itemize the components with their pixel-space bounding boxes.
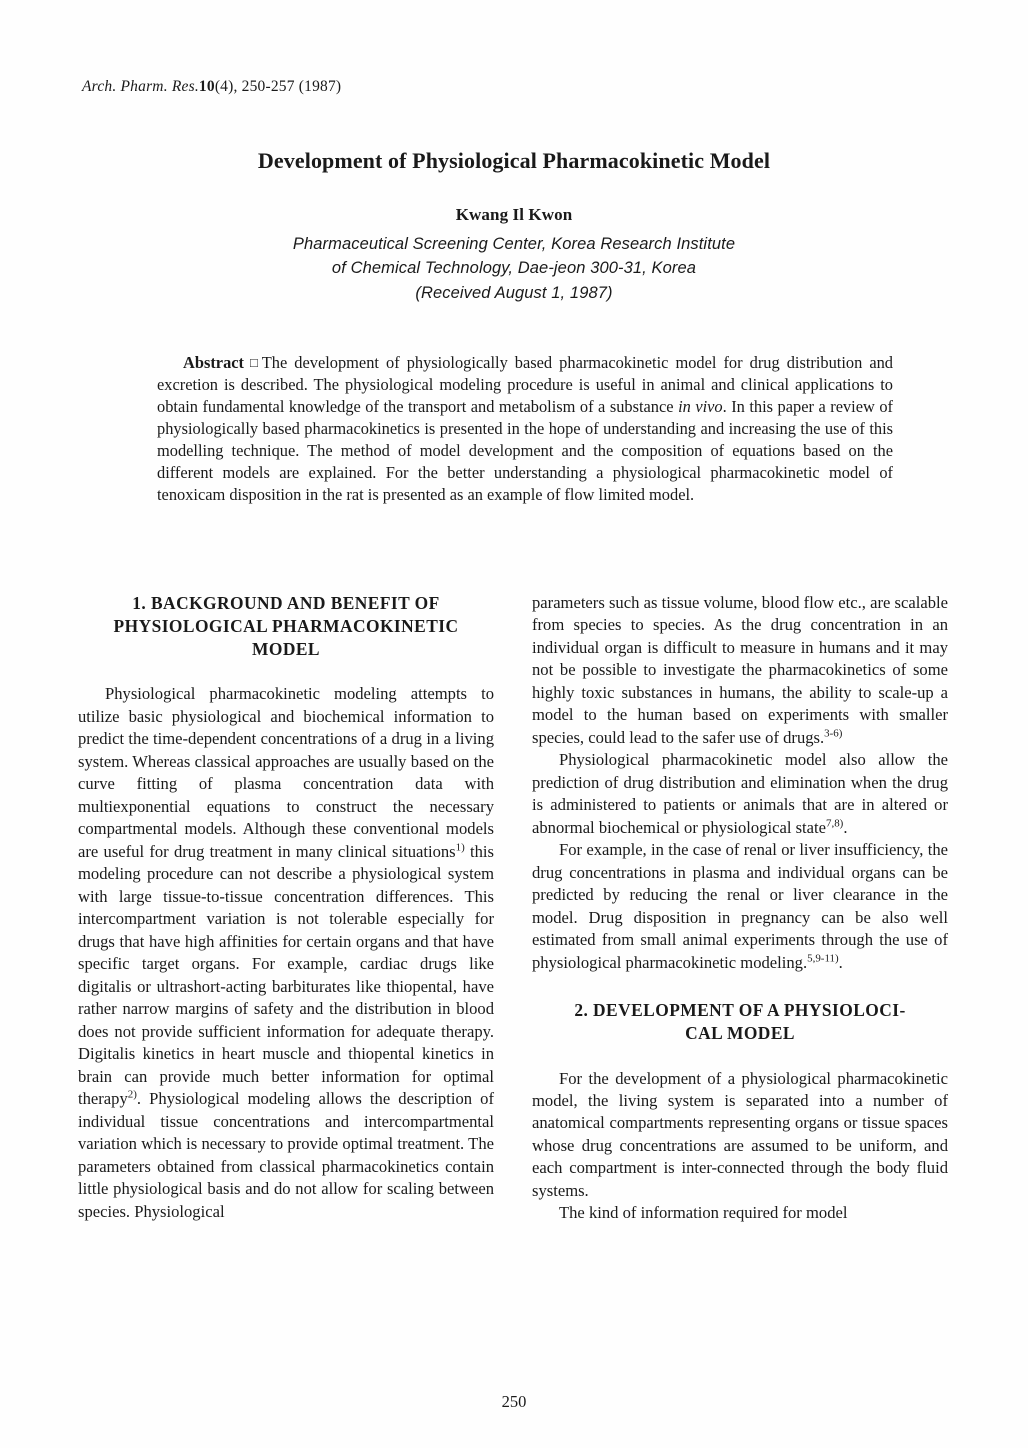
paragraph-text-segment: parameters such as tissue volume, blood flow etc., are scalable from species to species. As the drug concentration in an individual organ is difficult to measure in humans and it may not be possible to investigate the pharmacokinetics of some highly toxic substances in humans, the ability to scale-up a model to the human based on experiments with smaller species, could lead to the safer use of drugs. <box>532 593 948 747</box>
reference-marker-2: 2) <box>127 1088 137 1101</box>
running-head <box>82 78 341 96</box>
paragraph-text-segment: Physiological pharmacokinetic modeling attempts to utilize basic physiological and biochemical information to predict the time-dependent concentrations of a drug in a living system. Whereas classical approaches are usually based on the curve fitting of plasma concentration data with multiexponential equations to construct the necessary compartmental models. Although these conventional models are useful for drug treatment in many clinical situations <box>78 684 494 861</box>
issue-pages-year: (4), 250-257 (1987) <box>214 78 342 95</box>
abstract-text-part-2: . In this paper a review of physiologically based pharmacokinetics is presented in the hope of understanding and increasing the use of this modelling technique. The method of model development and the composition of equations based on the different models are explained. For the better understanding a physiological pharmacokinetic model of tenoxicam disposition in the rat is presented as an example of flow limited model. <box>157 397 893 505</box>
section-1-heading-line-2: PHYSIOLOGICAL PHARMACOKINETIC <box>113 616 459 637</box>
affiliation-line-2: of Chemical Technology, Dae-jeon 300-31, Korea <box>331 259 697 278</box>
right-column-paragraph-1 <box>532 592 948 749</box>
received-date: (Received August 1, 1987) <box>415 283 613 302</box>
reference-marker-3: 3-6) <box>824 727 843 740</box>
paragraph-text-segment: . <box>843 817 848 837</box>
right-column-paragraph-4: For the development of a physiological pharmacokinetic model, the living system is separated into a number of anatomical compartments representing organs or tissue spaces whose drug concentrations are assumed to be uniform, and each compartment is inter-connected through the body fluid systems. <box>532 1068 948 1200</box>
page-number: 250 <box>501 1392 527 1411</box>
section-2-heading <box>532 999 948 1045</box>
reference-marker-4: 7,8) <box>826 817 844 830</box>
left-column <box>78 592 494 1223</box>
section-2-heading-line-2: CAL MODEL <box>685 1023 795 1044</box>
section-2-heading-line-1: 2. DEVELOPMENT OF A PHYSIOLOCI- <box>574 1000 906 1021</box>
section-1-heading-line-1: 1. BACKGROUND AND BENEFIT OF <box>132 593 440 613</box>
abstract-italic-term: in vivo <box>678 397 723 417</box>
paragraph-text-segment: Physiological pharmacokinetic model also allow the prediction of drug distribution and elimination when the drug is administered to patients or animals that are in altered or abnormal biochemical or physiological state <box>532 750 948 837</box>
journal-name: Arch. Pharm. Res. <box>82 78 199 95</box>
volume-number: 10 <box>198 78 215 95</box>
author-name: Kwang Il Kwon <box>455 205 573 225</box>
paragraph-text-segment: . <box>838 952 843 972</box>
left-column-paragraph-1 <box>78 683 494 1223</box>
section-1-heading-line-3: MODEL <box>252 639 320 660</box>
right-column-paragraph-5: The kind of information required for model <box>559 1203 848 1223</box>
abstract-label: Abstract <box>183 353 244 372</box>
reference-marker-1: 1) <box>455 841 465 854</box>
page-title: Development of Physiological Pharmacokinetic Model <box>257 148 771 173</box>
abstract-block <box>157 352 893 506</box>
paragraph-text-segment: this modeling procedure can not describe a physiological system with large tissue-to-tissue concentration differences. This intercompartment variation is not tolerable especially for drugs that have high affinities for certain organs and that have specific target organs. For example, cardiac drugs like digitalis or ultrashort-acting barbiturates like thiopental, have rather narrow margins of safety and the distribution in blood does not provide sufficient information for adequate therapy. Digitalis kinetics in heart muscle and thiopental kinetics in brain can provide much better information for optimal therapy <box>78 841 494 1109</box>
affiliation-line-1: Pharmaceutical Screening Center, Korea Research Institute <box>292 235 736 254</box>
right-column-paragraph-3 <box>532 839 948 974</box>
abstract-text-part-1: The development of physiologically based pharmacokinetic model for drug distribution and excretion is described. The physiological modeling procedure is useful in animal and clinical applications to obtain fundamental knowledge of the transport and metabolism of a substance <box>157 353 894 417</box>
paragraph-text-segment: For example, in the case of renal or liver insufficiency, the drug concentrations in plasma and individual organs can be predicted by reducing the renal or liver clearance in the model. Drug disposition in pregnancy can be also well estimated from small animal experiments through the use of physiological pharmacokinetic modeling. <box>532 840 948 972</box>
right-column-paragraph-2 <box>532 749 948 839</box>
title-block <box>0 148 1028 305</box>
right-column <box>532 592 948 1225</box>
section-1-heading <box>78 592 494 661</box>
paragraph-text-segment: . Physiological modeling allows the description of individual tissue concentrations and intercompartmental variation which is necessary to provide optimal treatment. The parameters obtained from classical pharmacokinetics contain little physiological basis and do not allow for scaling between species. Physiological <box>78 1089 494 1221</box>
reference-marker-5: 5,9-11) <box>807 952 839 965</box>
abstract-separator-glyph: □ <box>247 355 261 370</box>
